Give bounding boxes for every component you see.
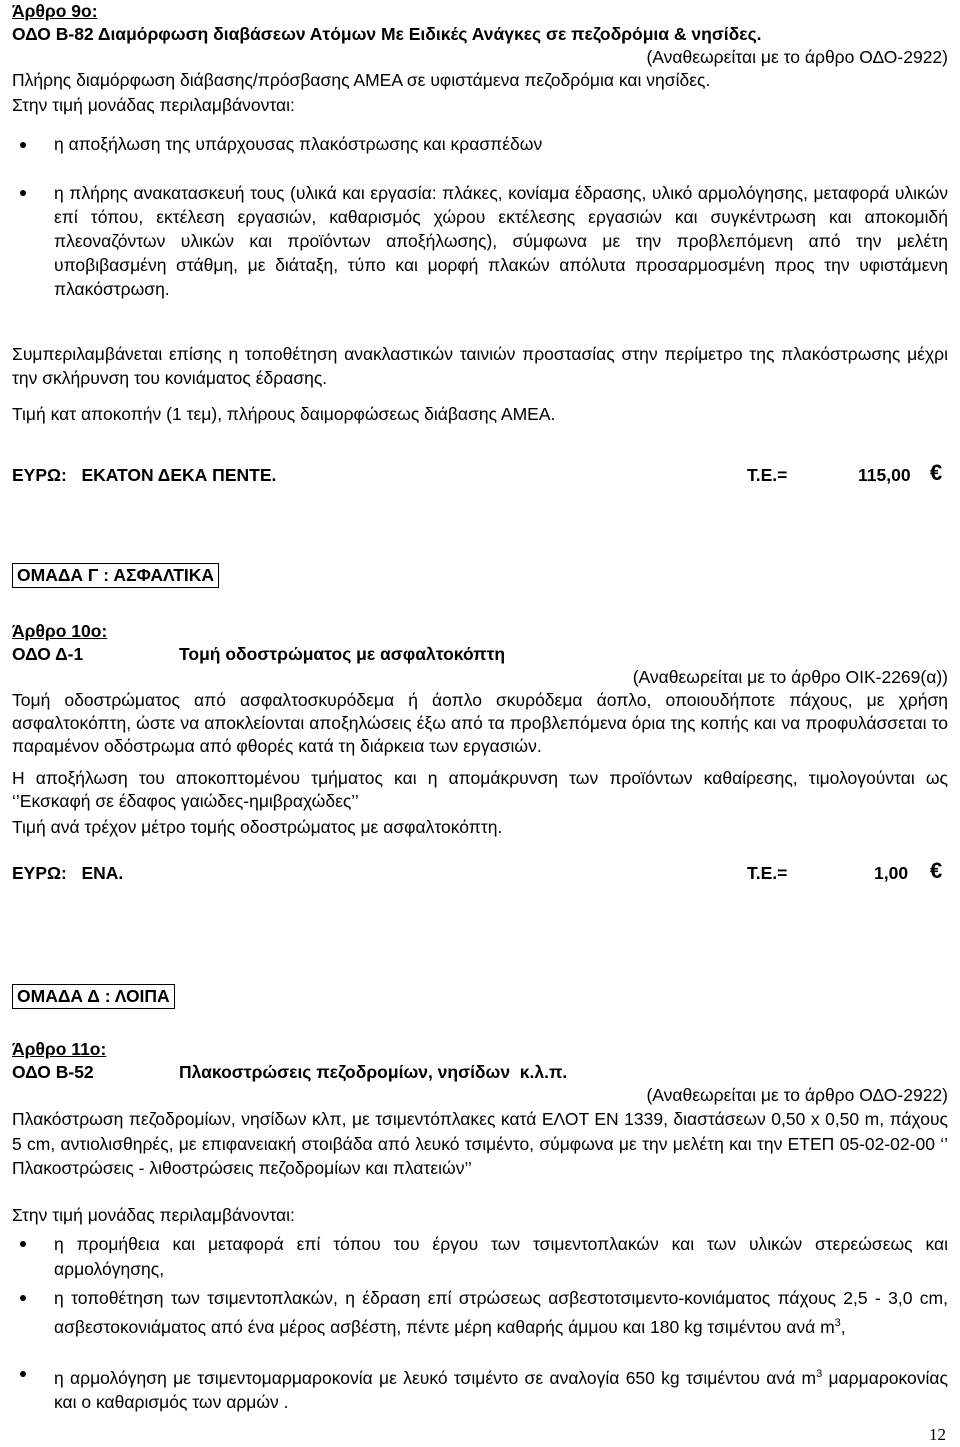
group-g-heading: [12, 563, 219, 588]
article-9-description: Πλήρης διαμόρφωση διάβασης/πρόσβασης ΑΜΕΑ σε υφιστάμενα πεζοδρόμια και νησίδες.: [12, 70, 711, 90]
article-10-title: Τομή οδοστρώματος με ασφαλτοκόπτη: [179, 644, 506, 664]
superscript: 3: [834, 1316, 841, 1329]
article-11-title: Πλακοστρώσεις πεζοδρομίων, νησίδων κ.λ.π.: [179, 1062, 568, 1082]
article-10-te-label: Τ.Ε.=: [747, 863, 788, 883]
article-11-revision: (Αναθεωρείται με το άρθρο ΟΔΟ-2922): [646, 1085, 948, 1105]
bullet-icon: [12, 1286, 54, 1339]
article-11-code: ΟΔΟ Β-52: [12, 1062, 94, 1082]
article-9-bullet-2: η πλήρης ανακατασκευή τους (υλικά και εργασία: πλάκες, κονίαμα έδρασης, υλικό αρμολόγησης, μεταφορά υλικών επί τόπου, εκτέλεση εργασιών, καθαρισμός χώρου εκτέλεσης εργασιών και συγκέντρωση και αποκομιδή πλεοναζόντων υλικών και προϊόντων αποξήλωσης), σύμφωνα με την προβλεπόμενη από την μελέτη υποβιβασμένη στάθμη, με διάταξη, τύπο και μορφή πλακών απόλυτα προσαρμοσμένη προς την υφιστάμενη πλακόστρωση.: [12, 181, 948, 301]
article-9-also-included: Συμπεριλαμβάνεται επίσης η τοποθέτηση ανακλαστικών ταινιών προστασίας στην περίμετρο της πλακόστρωσης μέχρι την σκλήρυνση του κονιάματος έδρασης.: [12, 344, 948, 388]
article-9-te-value: 115,00: [858, 465, 911, 485]
article-10-paragraph-2: Η αποξήλωση του αποκοπτομένου τμήματος και η απομάκρυνση των προϊόντων καθαίρεσης, τιμολογούνται ως ‘’Εκσκαφή σε έδαφος γαιώδες-ημιβραχώδες’’: [12, 768, 948, 811]
article-9-te-label: Τ.Ε.=: [747, 465, 788, 485]
article-9-heading: Άρθρο 9ο:: [12, 1, 98, 21]
article-11-bullet-3: η αρμολόγηση με τσιμεντομαρμαροκονία με λευκό τσιμέντο σε αναλογία 650 kg τσιμέντου ανά $m^3$ μαρμαροκονίας και ο καθαρισμός των αρμών .: [12, 1362, 948, 1415]
group-d-heading: [12, 984, 175, 1009]
bullet-icon: [12, 181, 54, 301]
article-9-code-title: ΟΔΟ Β-82 Διαμόρφωση διαβάσεων Ατόμων Με Ειδικές Ανάγκες σε πεζοδρόμια & νησίδες.: [12, 24, 762, 44]
article-10-price-description: Τιμή ανά τρέχον μέτρο τομής οδοστρώματος με ασφαλτοκόπτη.: [12, 817, 503, 837]
article-9-revision: (Αναθεωρείται με το άρθρο ΟΔΟ-2922): [646, 47, 948, 67]
euro-icon: €: [930, 460, 943, 485]
group-g-label: ΟΜΑΔΑ Γ : ΑΣΦΑΛΤΙΚΑ: [12, 563, 219, 588]
superscript: 3: [816, 1368, 823, 1380]
article-11-bullet-1: η προμήθεια και μεταφορά επί τόπου του έργου των τσιμεντοπλακών και των υλικών στερεώσεως και αρμολόγησης,: [12, 1232, 948, 1281]
article-11-paragraph-1: Πλακόστρωση πεζοδρομίων, νησίδων κλπ, με τσιμεντόπλακες κατά ΕΛΟΤ ΕΝ 1339, διαστάσεων 0,50 x 0,50 m, πάχους 5 cm, αντιολισθηρές, με επιφανειακή στοιβάδα από λευκό τσιμέντο, σύμφωνα με την μελέτη και την ΕΤΕΠ 05-02-02-00 ‘’ Πλακοστρώσεις - λιθοστρώσεις πεζοδρομίων και πλατειών’’: [12, 1109, 948, 1178]
article-11-includes-label: Στην τιμή μονάδας περιλαμβάνονται:: [12, 1205, 295, 1225]
bullet-icon: [12, 1232, 54, 1281]
bullet-icon: [12, 133, 54, 156]
article-10-code: ΟΔΟ Δ-1: [12, 644, 84, 664]
article-9-includes-label: Στην τιμή μονάδας περιλαμβάνονται:: [12, 95, 295, 115]
article-11-heading: Άρθρο 11ο:: [12, 1039, 107, 1059]
article-9-price-description: Τιμή κατ αποκοπήν (1 τεμ), πλήρους δαιμορφώσεως διάβασης ΑΜΕΑ.: [12, 404, 556, 424]
article-10-price-words: ΕΥΡΩ: ΕΝΑ.: [12, 863, 124, 883]
article-9-price-words: ΕΥΡΩ: ΕΚΑΤΟΝ ΔΕΚΑ ΠΕΝΤΕ.: [12, 465, 277, 485]
article-9-bullet-1: η αποξήλωση της υπάρχουσας πλακόστρωσης και κρασπέδων: [12, 133, 948, 156]
article-10-revision: (Αναθεωρείται με το άρθρο ΟΙΚ-2269(α)): [632, 667, 948, 687]
euro-icon: €: [930, 858, 943, 883]
group-d-label: ΟΜΑΔΑ Δ : ΛΟΙΠΑ: [12, 984, 175, 1009]
page-number: 12: [929, 1425, 946, 1444]
article-10-te-value: 1,00: [874, 863, 909, 883]
article-10-heading: Άρθρο 10ο:: [12, 621, 108, 641]
article-10-paragraph-1: Τομή οδοστρώματος από ασφαλτοσκυρόδεμα ή άοπλο σκυρόδεμα άοπλο, οποιουδήποτε πάχους, με χρήση ασφαλτοκόπτη, ώστε να αποκλείονται αποξηλώσεις έξω από τα προβλεπόμενα όρια της κοπής και να προφυλάσσεται το παραμένον οδόστρωμα από φθορές κατά τη διάρκεια των εργασιών.: [12, 690, 948, 756]
bullet-icon: [12, 1362, 54, 1415]
article-11-bullet-2: η τοποθέτηση των τσιμεντοπλακών, η έδραση επί στρώσεως ασβεστοτσιμεντο-κονιάματος πάχους 2,5 - 3,0 cm, ασβεστοκονιάματος από ένα μέρος ασβέστη, πέντε μέρη καθαρής άμμου και 180 kg τσιμέντου ανά $m^3$,: [12, 1286, 948, 1339]
